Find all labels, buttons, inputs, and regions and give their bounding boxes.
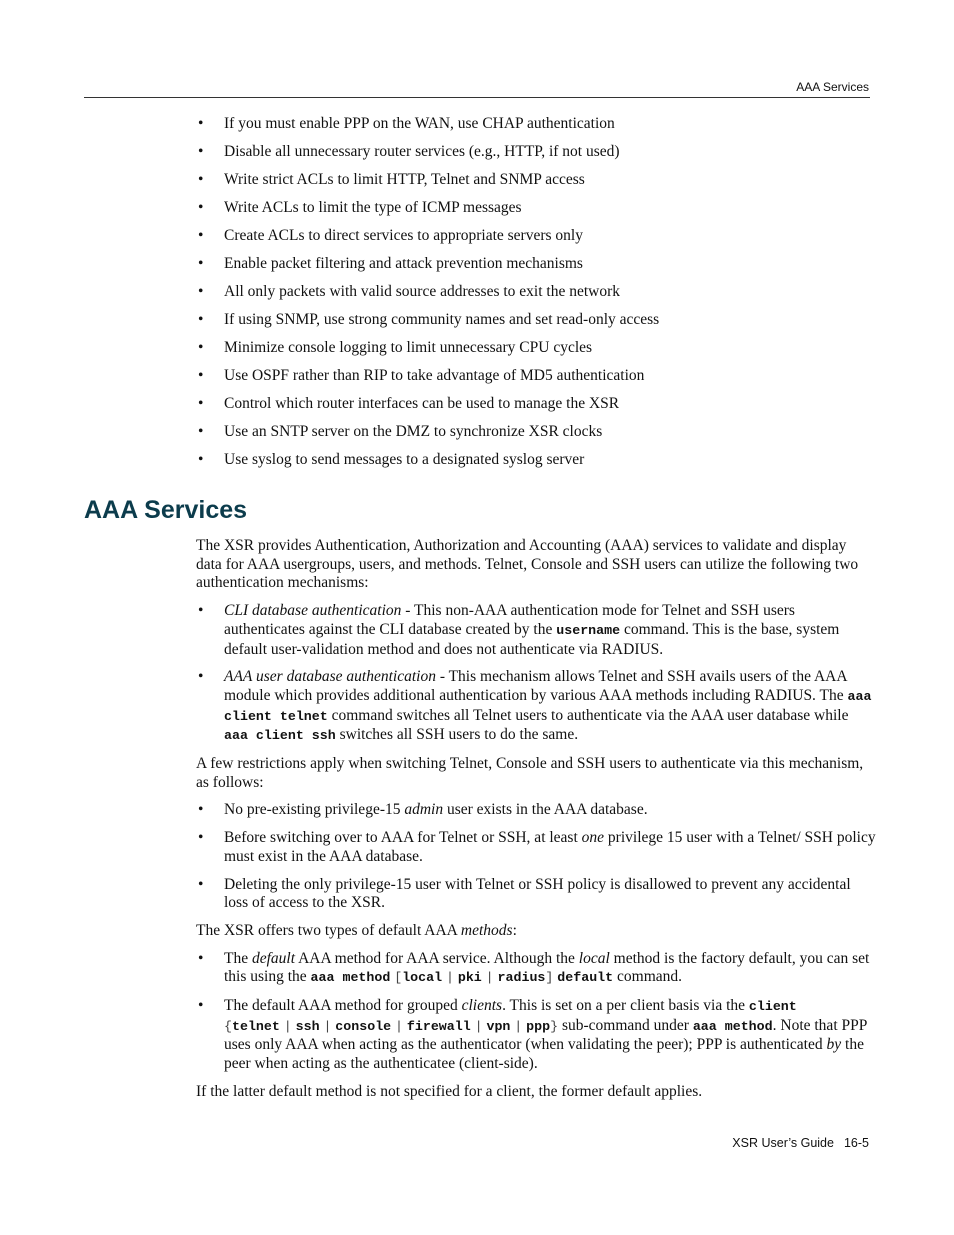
command-option: ssh <box>295 1018 320 1034</box>
command-option: telnet <box>231 1018 280 1034</box>
list-item <box>196 950 876 988</box>
list-item: • Disable all unnecessary router services (e.g., HTTP, if not used) <box>196 142 876 161</box>
command-option: ppp <box>526 1018 551 1034</box>
header-rule <box>84 97 870 98</box>
list-item <box>196 997 876 1074</box>
list-item: • Control which router interfaces can be used to manage the XSR <box>196 394 876 413</box>
command-option: radius <box>497 970 546 986</box>
syntax-pipe: | <box>514 1018 523 1034</box>
emphasis: by <box>826 1036 842 1054</box>
guide-title: XSR User’s Guide <box>732 1136 834 1150</box>
command-option: vpn <box>486 1018 511 1034</box>
syntax-pipe: | <box>283 1018 292 1034</box>
command-code: aaa client ssh <box>224 728 336 744</box>
list-item: • Minimize console logging to limit unnecessary CPU cycles <box>196 338 876 357</box>
list-item: • Write ACLs to limit the type of ICMP messages <box>196 198 876 217</box>
syntax-pipe: | <box>485 970 494 986</box>
list-item: • Enable packet filtering and attack prevention mechanisms <box>196 254 876 273</box>
list-item: • Use syslog to send messages to a designated syslog server <box>196 450 876 469</box>
mechanism-cli <box>196 602 876 659</box>
text: The XSR offers two types of default AAA <box>196 921 461 939</box>
mechanism-aaa <box>196 668 876 746</box>
emphasis: local <box>578 949 610 967</box>
syntax-pipe: | <box>395 1018 404 1034</box>
text: - This mechanism allows Telnet and SSH avails users of the AAA module which provides additional authentication by various AAA methods including RADIUS. The <box>224 668 848 704</box>
command-option: console <box>335 1018 392 1034</box>
text: - This non-AAA authentication mode for Telnet and SSH users authenticates against the CLI database created by the <box>224 602 795 638</box>
text: Before switching over to AAA for Telnet or SSH, at least <box>224 829 582 847</box>
text: command switches all Telnet users to authenticate via the AAA user database while <box>327 706 849 724</box>
syntax-bracket: [ <box>394 970 403 986</box>
text: The default AAA method for grouped <box>224 997 462 1015</box>
list-item: • All only packets with valid source addresses to exit the network <box>196 282 876 301</box>
text: user exists in the AAA database. <box>443 801 648 819</box>
command-code: client <box>748 999 797 1015</box>
text: command. This is the base, system default user-validation method and does not authenticate via RADIUS. <box>224 620 840 658</box>
section-body <box>196 537 876 1111</box>
emphasis: admin <box>404 801 444 819</box>
list-item: • Create ACLs to direct services to appropriate servers only <box>196 226 876 245</box>
list-item: • Write strict ACLs to limit HTTP, Telnet and SNMP access <box>196 170 876 189</box>
text: the peer when acting as the authenticatee (client-side). <box>224 1036 864 1073</box>
emphasis: methods <box>460 921 513 939</box>
syntax-bracket: } <box>550 1018 559 1034</box>
text: switches all SSH users to do the same. <box>335 726 579 744</box>
emphasis: clients <box>461 997 503 1015</box>
text: privilege 15 user with a Telnet/ SSH policy must exist in the AAA database. <box>224 829 876 865</box>
text: : <box>512 921 517 939</box>
emphasis: one <box>581 829 605 847</box>
list-item <box>196 829 876 866</box>
methods-list <box>196 950 876 1074</box>
list-item <box>196 801 876 820</box>
command-code: aaa client telnet <box>224 688 872 724</box>
text: sub-command under <box>558 1016 693 1034</box>
emphasis: default <box>251 949 296 967</box>
text: The <box>224 949 252 967</box>
command-code: username <box>556 622 621 638</box>
text: command. <box>613 968 683 986</box>
syntax-bracket: ] <box>545 970 554 986</box>
text: method is the factory default, you can set this using the <box>224 949 870 986</box>
text: AAA method for AAA service. Although the <box>295 949 579 967</box>
restrictions-intro: A few restrictions apply when switching Telnet, Console and SSH users to authenticate via this mechanism, as follows: <box>196 755 864 791</box>
top-bullet-list <box>196 114 876 478</box>
term: CLI database authentication <box>224 602 402 620</box>
command-code: aaa method <box>310 970 391 986</box>
intro-paragraph: The XSR provides Authentication, Authorization and Accounting (AAA) services to validate and display data for AAA usergroups, users, and methods. Telnet, Console and SSH users can utilize the following two authentication mechanisms: <box>196 537 859 592</box>
restrictions-list <box>196 801 876 913</box>
text: No pre-existing privilege-15 <box>224 801 405 819</box>
syntax-pipe: | <box>445 970 454 986</box>
list-item: • If you must enable PPP on the WAN, use CHAP authentication <box>196 114 876 133</box>
command-option: pki <box>457 970 482 986</box>
text: . This is set on a per client basis via the <box>502 997 749 1015</box>
page-number: 16-5 <box>843 1136 869 1150</box>
list-item <box>196 876 876 913</box>
text: . Note that PPP uses only AAA when acting as the authenticator (when validating the peer); PPP is authenticated <box>224 1016 867 1054</box>
command-option: firewall <box>406 1018 471 1034</box>
command-code: aaa method <box>692 1018 773 1034</box>
list-item: • If using SNMP, use strong community names and set read-only access <box>196 310 876 329</box>
syntax-pipe: | <box>474 1018 483 1034</box>
term: AAA user database authentication <box>224 668 436 686</box>
list-item: • Use an SNTP server on the DMZ to synchronize XSR clocks <box>196 422 876 441</box>
mechanism-list <box>196 602 876 746</box>
syntax-pipe: | <box>323 1018 332 1034</box>
running-header: AAA Services <box>796 80 869 94</box>
text: Deleting the only privilege-15 user with Telnet or SSH policy is disallowed to prevent any accidental loss of access to the XSR. <box>224 875 851 912</box>
running-footer <box>732 1136 869 1150</box>
closing-paragraph: If the latter default method is not specified for a client, the former default applies. <box>196 1082 703 1100</box>
list-item: • Use OSPF rather than RIP to take advantage of MD5 authentication <box>196 366 876 385</box>
methods-intro <box>196 922 876 941</box>
command-option: default <box>557 970 614 986</box>
syntax-bracket: { <box>224 1018 232 1034</box>
command-option: local <box>402 970 443 986</box>
section-heading: AAA Services <box>84 496 248 524</box>
